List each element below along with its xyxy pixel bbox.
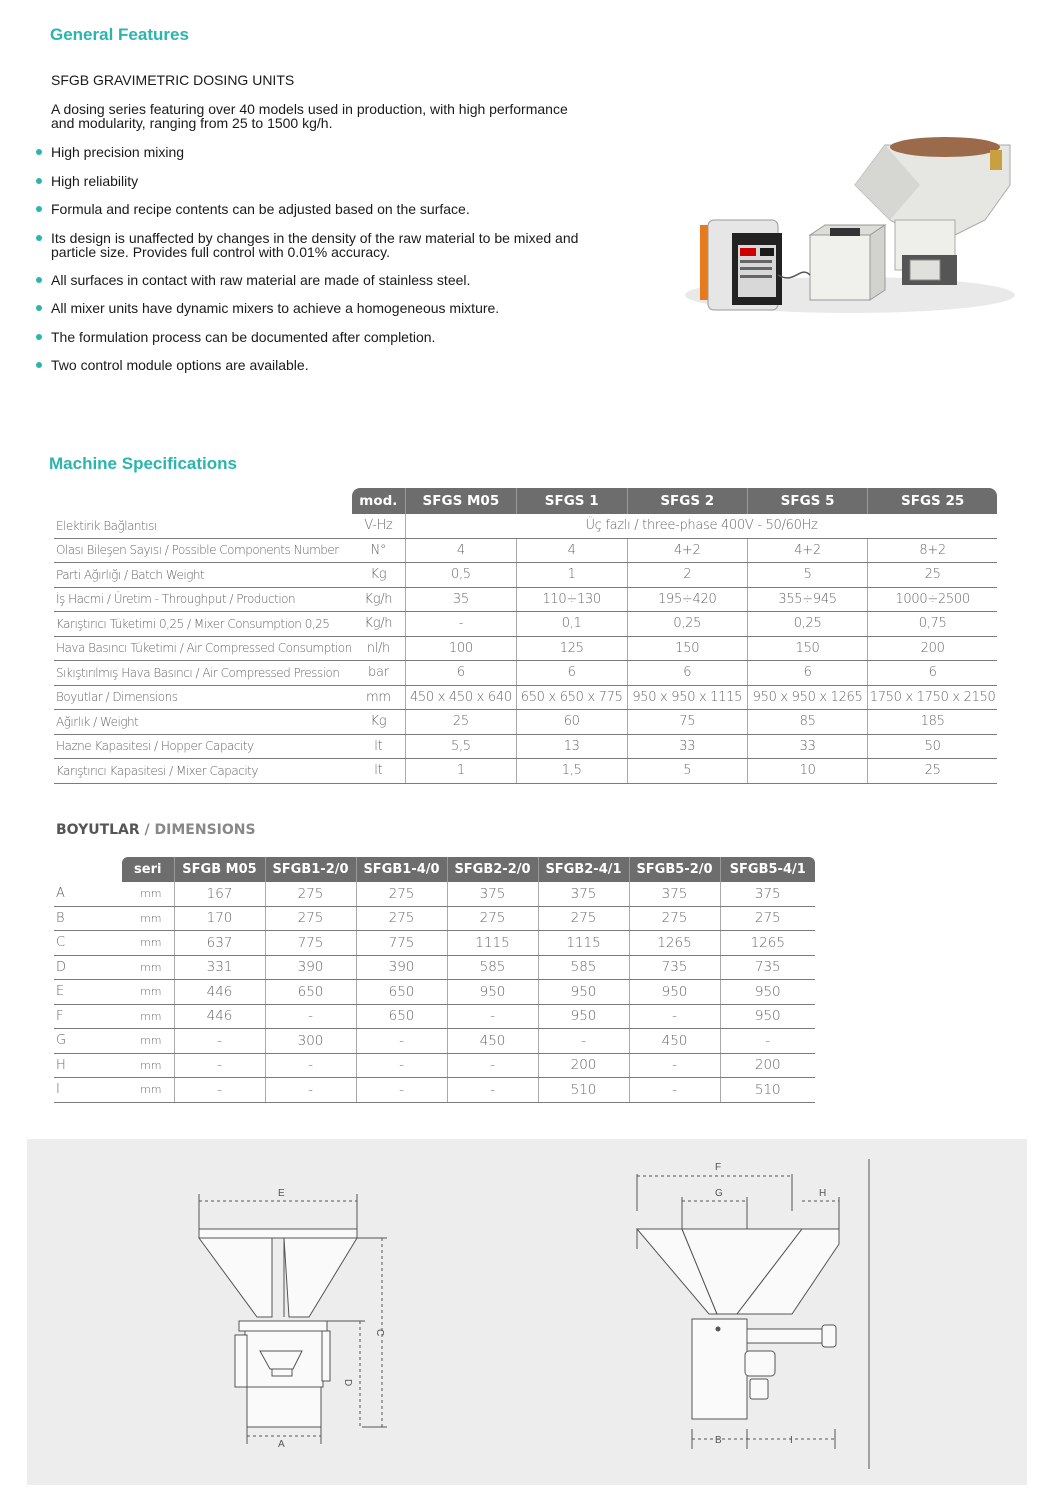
row-value: - [406,612,517,637]
row-value: 4 [516,538,627,563]
dim-value: 170 [174,906,265,931]
dimensions-header-row [54,857,815,882]
table-row [54,882,815,906]
dimensions-header-cell: SFGB M05 [174,857,265,882]
label-i: I [790,1435,793,1446]
row-label: Hava Basıncı Tüketimi / Air Compressed Consumption [54,636,352,661]
dim-value: 275 [265,906,356,931]
product-image [680,125,1030,325]
dim-value: 1265 [720,931,815,956]
dimensions-header-cell: seri [122,857,174,882]
row-value: 60 [516,710,627,735]
dim-unit: mm [122,955,174,980]
dim-value: - [174,1053,265,1078]
row-value: 6 [868,661,997,686]
dim-value: 275 [538,906,629,931]
dim-value: - [629,1004,720,1029]
dim-value: - [538,1029,629,1054]
row-value: 5 [627,759,747,784]
table-row [54,1053,815,1078]
row-label: Elektirik Bağlantısı [54,514,352,538]
table-row [54,685,997,710]
row-value: 195÷420 [627,587,747,612]
row-label: Olası Bileşen Sayısı / Possible Components Number [54,538,352,563]
row-value: 5,5 [406,734,517,759]
row-value: 5 [747,563,867,588]
row-label: Sıkıştırılmış Hava Basıncı / Air Compressed Pression [54,661,352,686]
dimensions-header-cell: SFGB2-2/0 [447,857,538,882]
row-label: Parti Ağırlığı / Batch Weight [54,563,352,588]
dim-value: 275 [356,882,447,906]
table-row [54,1029,815,1054]
dim-value: 167 [174,882,265,906]
table-row [54,710,997,735]
row-unit: Kg [352,563,406,588]
row-unit: N° [352,538,406,563]
row-value: 200 [868,636,997,661]
row-value: 25 [868,759,997,784]
technical-drawing [27,1139,1027,1485]
row-value: 6 [747,661,867,686]
dim-value: 735 [720,955,815,980]
feature-item: Formula and recipe contents can be adjusted based on the surface. [36,202,656,216]
row-value: 4+2 [747,538,867,563]
specs-header-spacer [54,488,352,514]
specs-header-cell: SFGS 25 [868,488,997,514]
specs-heading: Machine Specifications [49,454,237,473]
row-unit: lt [352,734,406,759]
feature-item-line-1: Its design is unaffected by changes in the density of the raw material to be mixed and [51,229,579,246]
dim-key: D [54,955,122,980]
dim-value: - [356,1053,447,1078]
dim-value: 390 [265,955,356,980]
row-value: 6 [516,661,627,686]
row-value: 25 [406,710,517,735]
row-unit: nl/h [352,636,406,661]
specs-table [54,488,997,784]
row-value: 6 [406,661,517,686]
label-b: B [715,1435,722,1446]
row-value: 2 [627,563,747,588]
row-value: 4+2 [627,538,747,563]
dim-value: 275 [265,882,356,906]
feature-item [36,231,656,259]
dim-value: 1115 [538,931,629,956]
dim-value: 775 [356,931,447,956]
dim-unit: mm [122,1053,174,1078]
table-row [54,514,997,538]
table-row [54,538,997,563]
row-value: 1 [516,563,627,588]
row-label: Karıştırıcı Kapasitesi / Mixer Capacity [54,759,352,784]
row-value: 0,25 [747,612,867,637]
dim-key: B [54,906,122,931]
dim-value: 446 [174,980,265,1005]
specs-header-cell: SFGS 5 [747,488,867,514]
dim-key: F [54,1004,122,1029]
row-value: 33 [627,734,747,759]
specs-header-cell: SFGS 2 [627,488,747,514]
dim-value: 375 [447,882,538,906]
row-label: Hazne Kapasitesi / Hopper Capacity [54,734,352,759]
row-value: 13 [516,734,627,759]
row-value: 33 [747,734,867,759]
row-value: 1,5 [516,759,627,784]
specs-header-row [54,488,997,514]
features-list [36,145,656,387]
dim-unit: mm [122,906,174,931]
row-unit: Kg/h [352,612,406,637]
dim-unit: mm [122,1029,174,1054]
row-label: Boyutlar / Dimensions [54,685,352,710]
row-value: 1000÷2500 [868,587,997,612]
row-value: 25 [868,563,997,588]
dim-key: I [54,1078,122,1103]
feature-item: All mixer units have dynamic mixers to achieve a homogeneous mixture. [36,301,656,315]
row-value: 150 [627,636,747,661]
row-value: 4 [406,538,517,563]
row-unit: lt [352,759,406,784]
dim-unit: mm [122,1004,174,1029]
row-value: 1 [406,759,517,784]
table-row [54,587,997,612]
specs-header-cell: mod. [352,488,406,514]
dim-value: - [265,1004,356,1029]
dim-key: E [54,980,122,1005]
table-row [54,734,997,759]
dim-unit: mm [122,1078,174,1103]
dimensions-header-spacer [54,857,122,882]
row-value: 35 [406,587,517,612]
feature-item: All surfaces in contact with raw material are made of stainless steel. [36,273,656,287]
dim-value: 650 [265,980,356,1005]
dim-value: - [447,1004,538,1029]
feature-item-line-2: particle size. Provides full control with 0.01% accuracy. [51,243,390,260]
feature-item: Two control module options are available. [36,358,656,372]
dim-value: 1115 [447,931,538,956]
dim-value: 200 [720,1053,815,1078]
row-unit: Kg [352,710,406,735]
table-row [54,636,997,661]
features-subtitle: SFGB GRAVIMETRIC DOSING UNITS [51,72,295,88]
row-value: 110÷130 [516,587,627,612]
dim-value: 585 [447,955,538,980]
table-row [54,906,815,931]
row-value: 85 [747,710,867,735]
dim-value: 446 [174,1004,265,1029]
dim-unit: mm [122,931,174,956]
dimensions-title [56,822,256,838]
label-a: A [278,1439,285,1450]
dim-value: - [629,1053,720,1078]
table-row [54,980,815,1005]
specs-header-cell: SFGS M05 [406,488,517,514]
dimensions-table [54,857,815,1103]
dim-value: - [629,1078,720,1103]
row-value: 8+2 [868,538,997,563]
row-value: 0,1 [516,612,627,637]
dim-value: 950 [629,980,720,1005]
row-value: 125 [516,636,627,661]
row-value: 0,5 [406,563,517,588]
row-label: İş Hacmi / Üretim - Throughput / Production [54,587,352,612]
dimensions-header-cell: SFGB2-4/1 [538,857,629,882]
table-row [54,931,815,956]
features-intro [51,102,651,130]
dim-value: 275 [720,906,815,931]
table-row [54,759,997,784]
table-row [54,1078,815,1103]
dim-value: 510 [538,1078,629,1103]
row-value: 0,75 [868,612,997,637]
dim-value: 950 [447,980,538,1005]
dim-value: 510 [720,1078,815,1103]
technical-drawing-panel [27,1139,1027,1485]
dim-value: - [356,1078,447,1103]
dim-value: 950 [538,1004,629,1029]
dimensions-header-cell: SFGB5-4/1 [720,857,815,882]
dim-key: H [54,1053,122,1078]
dim-value: - [447,1053,538,1078]
intro-line-1: A dosing series featuring over 40 models used in production, with high performance [51,101,568,117]
features-heading: General Features [50,25,189,44]
dim-value: - [174,1029,265,1054]
row-value: 0,25 [627,612,747,637]
row-value: 150 [747,636,867,661]
dim-value: 950 [720,1004,815,1029]
dim-value: - [265,1053,356,1078]
dim-value: 450 [447,1029,538,1054]
row-value: 450 x 450 x 640 [406,685,517,710]
dim-value: 390 [356,955,447,980]
dim-value: 950 [720,980,815,1005]
dim-value: - [174,1078,265,1103]
dim-value: 275 [356,906,447,931]
dim-value: 637 [174,931,265,956]
row-value: 100 [406,636,517,661]
dim-value: 275 [629,906,720,931]
feature-item: The formulation process can be documented after completion. [36,330,656,344]
table-row [54,612,997,637]
label-c: C [374,1329,385,1337]
dim-value: 275 [447,906,538,931]
row-label: Ağırlık / Weight [54,710,352,735]
specs-header-cell: SFGS 1 [516,488,627,514]
dim-key: G [54,1029,122,1054]
dimensions-header-cell: SFGB1-4/0 [356,857,447,882]
dim-value: 735 [629,955,720,980]
dim-value: 585 [538,955,629,980]
row-value: 185 [868,710,997,735]
table-row [54,661,997,686]
table-row [54,955,815,980]
label-f: F [715,1162,722,1173]
dim-value: 375 [538,882,629,906]
dim-value: 450 [629,1029,720,1054]
intro-line-2: and modularity, ranging from 25 to 1500 kg/h. [51,115,333,131]
dim-unit: mm [122,980,174,1005]
label-d: D [342,1379,353,1387]
dimensions-title-light: / DIMENSIONS [144,822,256,838]
dim-value: 1265 [629,931,720,956]
row-unit: mm [352,685,406,710]
dim-value: - [356,1029,447,1054]
dim-value: 331 [174,955,265,980]
dim-value: 775 [265,931,356,956]
dimensions-header-cell: SFGB5-2/0 [629,857,720,882]
row-value: 950 x 950 x 1115 [627,685,747,710]
row-value: 1750 x 1750 x 2150 [868,685,997,710]
dim-value: - [447,1078,538,1103]
dim-unit: mm [122,882,174,906]
dim-value: 650 [356,980,447,1005]
label-e: E [278,1188,285,1199]
row-value: 75 [627,710,747,735]
feature-item: High precision mixing [36,145,656,159]
dim-value: 200 [538,1053,629,1078]
table-row [54,1004,815,1029]
dim-value: 950 [538,980,629,1005]
dim-value: 375 [629,882,720,906]
row-value: 50 [868,734,997,759]
row-unit: bar [352,661,406,686]
row-unit: V-Hz [352,514,406,538]
row-value: 355÷945 [747,587,867,612]
dim-value: 300 [265,1029,356,1054]
row-value: 650 x 650 x 775 [516,685,627,710]
row-value: 10 [747,759,867,784]
row-label: Karıştırıcı Tüketimi 0,25 / Mixer Consumption 0,25 [54,612,352,637]
dim-value: 375 [720,882,815,906]
row-unit: Kg/h [352,587,406,612]
dim-key: C [54,931,122,956]
row-value: 6 [627,661,747,686]
row-value: 950 x 950 x 1265 [747,685,867,710]
feature-item: High reliability [36,174,656,188]
dim-value: - [265,1078,356,1103]
row-value: Üç fazlı / three-phase 400V - 50/60Hz [406,514,998,538]
label-g: G [715,1188,723,1199]
dimensions-header-cell: SFGB1-2/0 [265,857,356,882]
dim-key: A [54,882,122,906]
table-row [54,563,997,588]
dim-value: - [720,1029,815,1054]
label-h: H [819,1188,827,1199]
dimensions-title-bold: BOYUTLAR [56,822,140,838]
dim-value: 650 [356,1004,447,1029]
